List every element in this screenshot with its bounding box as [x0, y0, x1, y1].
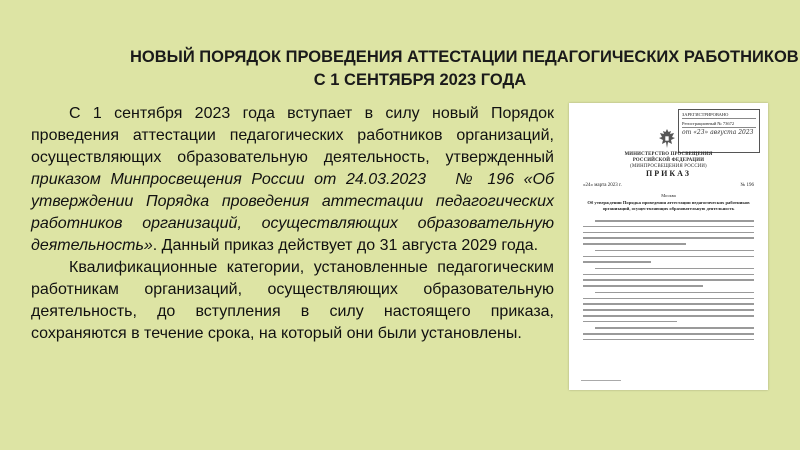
paragraph-1-text: С 1 сентября 2023 года вступает в силу новый Порядок проведения аттестации педагогических работников организаций, осуществляющих образовательную деятельность, утвержденный	[31, 105, 554, 166]
paragraph-1	[31, 103, 554, 257]
paragraph-2: Квалификационные категории, установленные педагогическим работникам организаций, осуществляющих образовательную деятельность, до вступления в силу настоящего приказа, сохраняются в течение срока, на который они были установлены.	[31, 259, 554, 342]
stamp-line-2: Регистрационный № 73672	[682, 121, 756, 128]
order-title: № 196 «Об утверждении Порядка проведения аттестации педагогических работников организаций, осуществляющих образовательную деятельность»	[31, 171, 554, 254]
registration-stamp	[678, 109, 760, 153]
title-line-2: С 1 СЕНТЯБРЯ 2023 ГОДА	[313, 71, 527, 89]
document-city: Москва	[661, 193, 676, 198]
document-footer-mark	[581, 380, 621, 381]
document-title: Об утверждении Порядка проведения аттестации педагогических работников организаций, осуществляющих образовательную деятельность	[587, 200, 750, 211]
slide-body-text	[31, 103, 554, 345]
ministry-header	[589, 152, 748, 170]
ministry-line-3: (МИНПРОСВЕЩЕНИЯ РОССИИ)	[630, 164, 707, 169]
coat-of-arms-icon	[655, 127, 679, 151]
paragraph-1-ending: . Данный приказ действует до 31 августа 2029 года.	[152, 237, 539, 254]
document-date: «24» марта 2023 г.	[583, 183, 622, 188]
document-number: № 196	[740, 183, 754, 188]
slide-title	[60, 46, 799, 92]
order-document-image	[569, 103, 768, 390]
document-dateline	[583, 183, 754, 188]
ministry-line-1: МИНИСТЕРСТВО ПРОСВЕЩЕНИЯ	[624, 152, 713, 157]
order-reference: приказом Минпросвещения России от 24.03.2023	[31, 171, 427, 188]
stamp-line-1: ЗАРЕГИСТРИРОВАНО	[682, 112, 756, 119]
title-line-1: НОВЫЙ ПОРЯДОК ПРОВЕДЕНИЯ АТТЕСТАЦИИ ПЕДАГОГИЧЕСКИХ РАБОТНИКОВ	[130, 48, 799, 66]
document-body-lines	[583, 220, 754, 345]
document-heading: ПРИКАЗ	[646, 169, 691, 178]
ministry-line-2: РОССИЙСКОЙ ФЕДЕРАЦИИ	[632, 158, 705, 163]
stamp-handwritten-date: от «23» августа 2023	[682, 129, 754, 136]
